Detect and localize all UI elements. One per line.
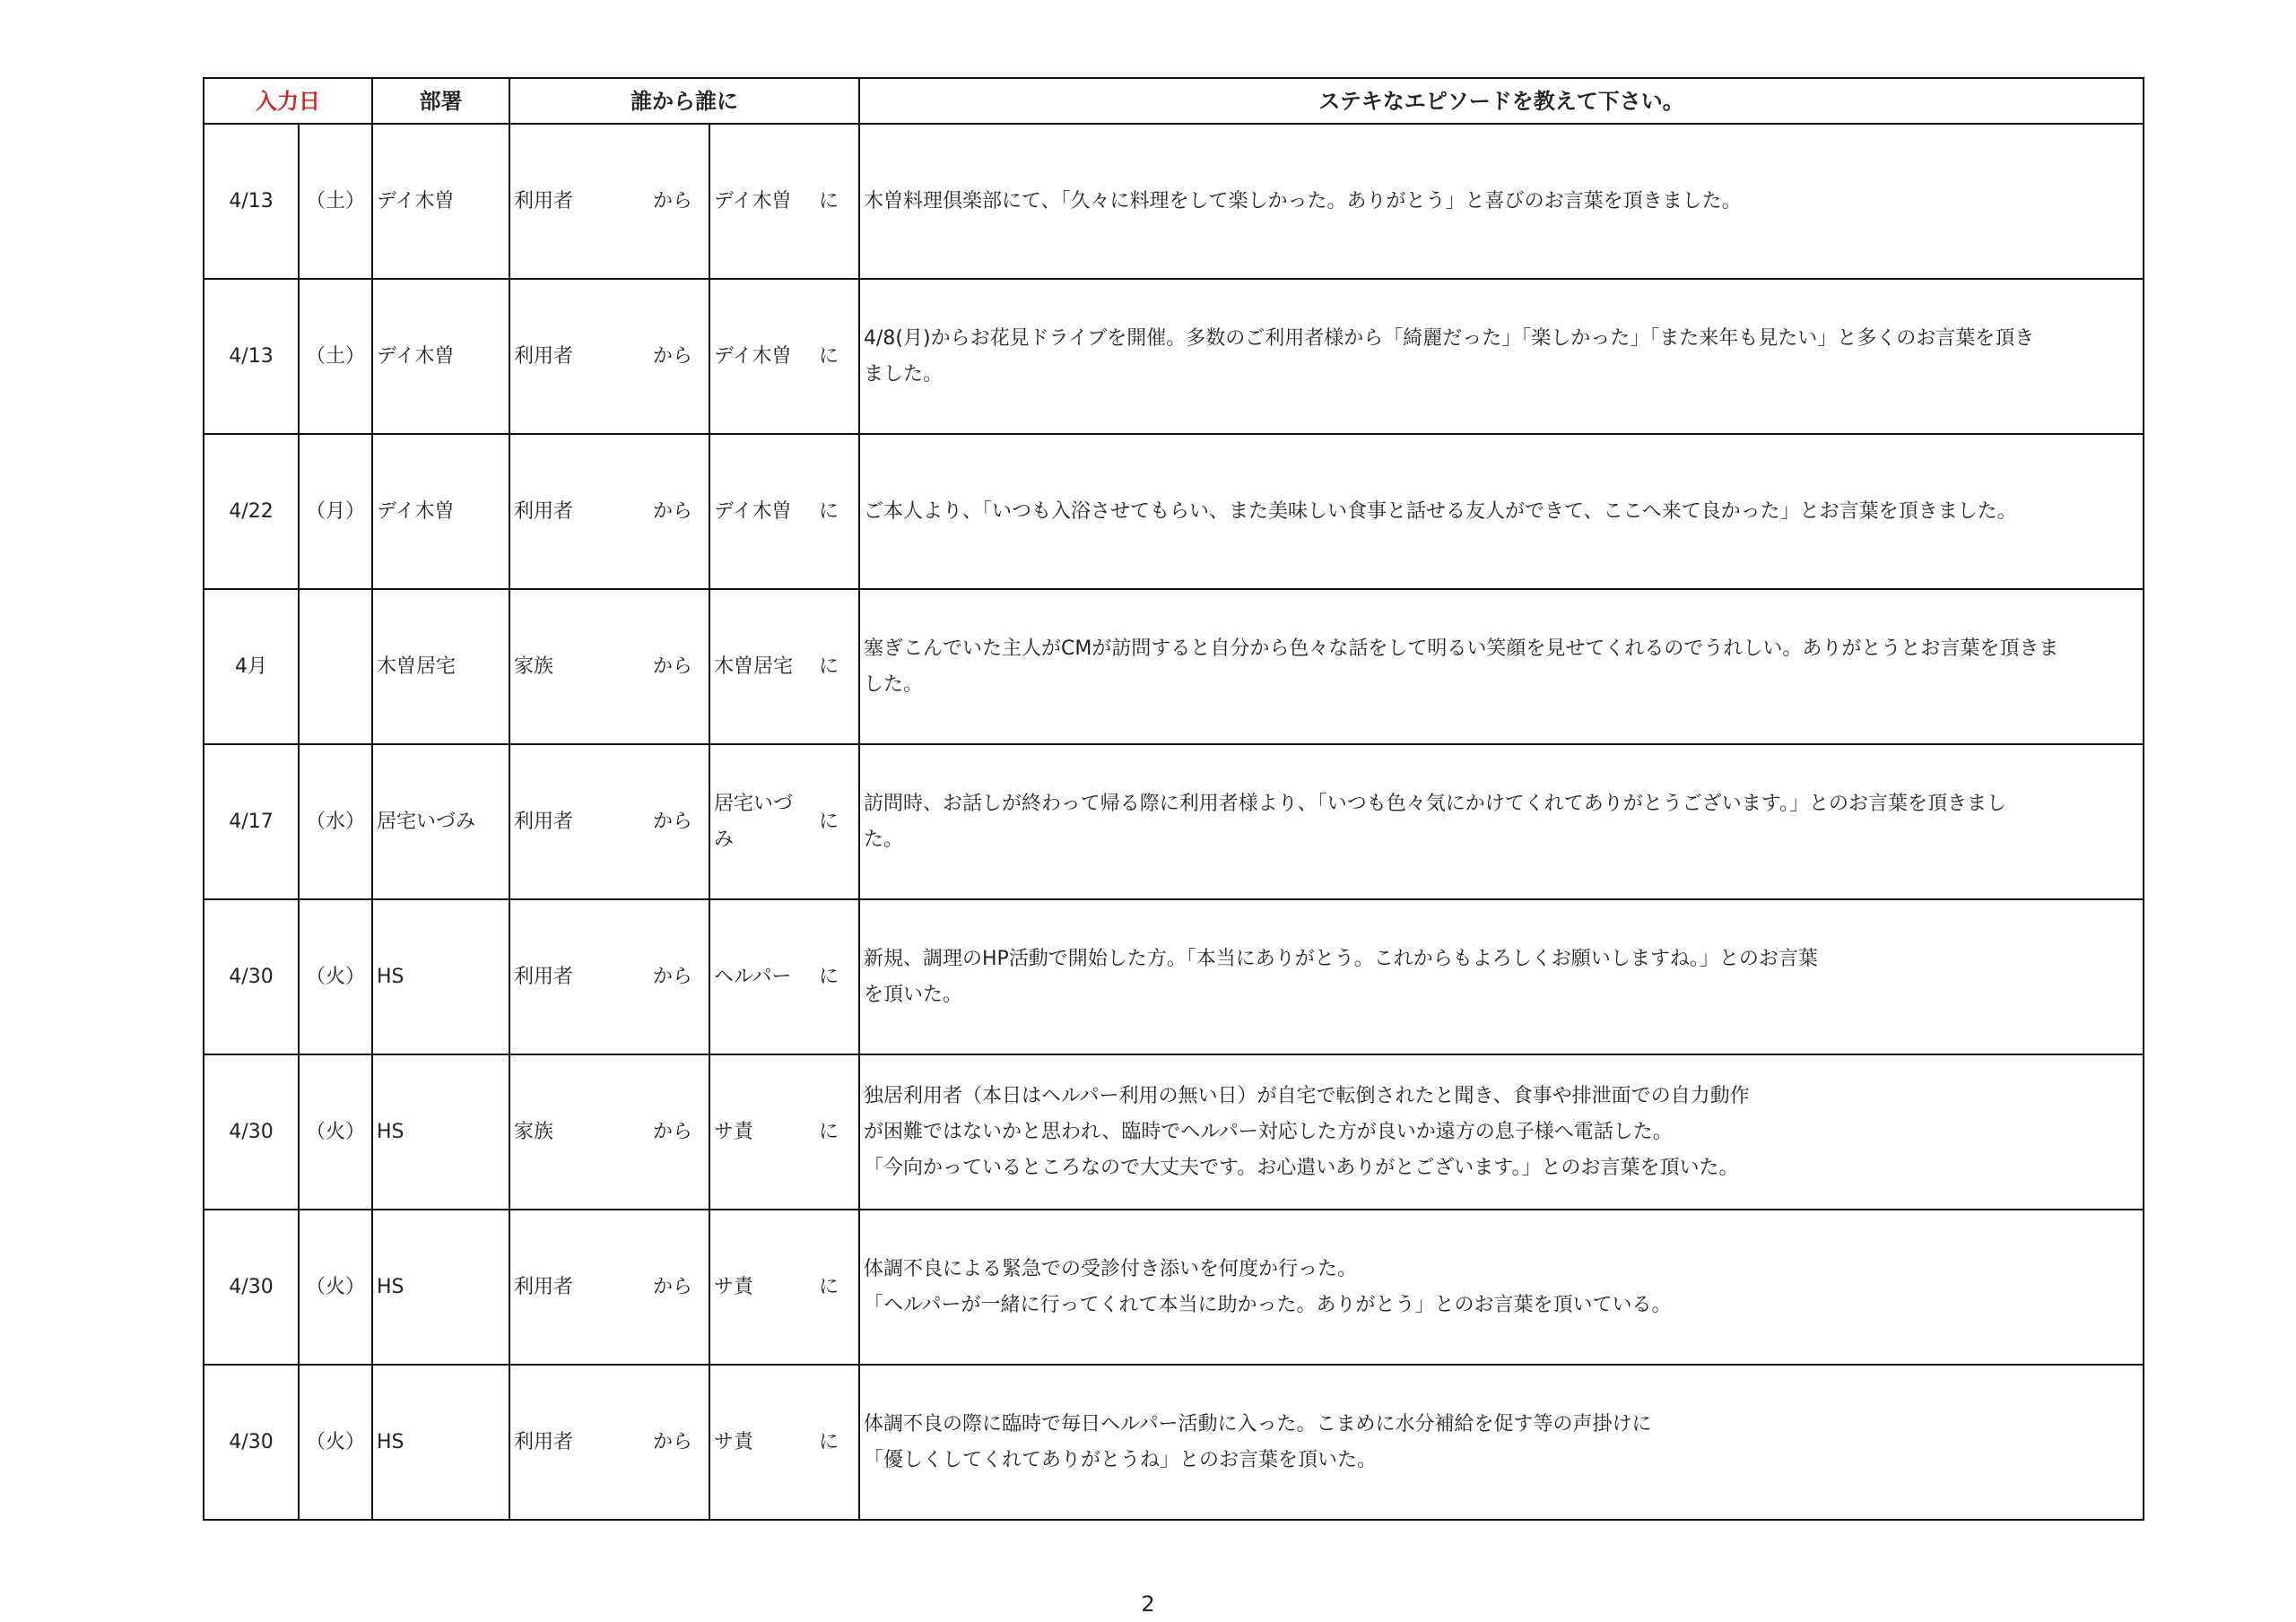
weekday-cell: （土） xyxy=(299,279,372,434)
date-cell: 4/13 xyxy=(204,124,299,279)
from-name: 利用者 xyxy=(514,499,574,523)
from-particle: から xyxy=(652,189,692,213)
from-particle: から xyxy=(652,1120,692,1143)
header-episode: ステキなエピソードを教えて下さい。 xyxy=(859,78,2144,124)
table-row xyxy=(204,899,2144,1054)
to-name: デイ木曽 xyxy=(714,344,792,368)
to-particle: に xyxy=(818,655,839,678)
to-cell xyxy=(709,744,859,899)
weekday-cell: （月） xyxy=(299,434,372,589)
from-name: 利用者 xyxy=(514,1275,574,1298)
dept-cell: 木曽居宅 xyxy=(372,589,509,744)
to-particle: に xyxy=(818,499,839,523)
episode-cell xyxy=(859,124,2144,279)
dept-cell: HS xyxy=(372,1210,509,1365)
table-row xyxy=(204,1210,2144,1365)
from-name: 家族 xyxy=(514,655,554,678)
page-number: 2 xyxy=(1141,1592,1155,1617)
from-cell xyxy=(509,434,709,589)
table-row xyxy=(204,1365,2144,1520)
from-cell xyxy=(509,744,709,899)
to-cell xyxy=(709,279,859,434)
to-name: 居宅いづみ xyxy=(714,792,794,851)
from-particle: から xyxy=(652,810,692,833)
to-name: 木曽居宅 xyxy=(714,655,794,678)
header-row xyxy=(204,78,2144,124)
episode-line: 「優しくしてくれてありがとうね」とのお言葉を頂いた。 xyxy=(864,1448,1378,1471)
episode-line: 体調不良による緊急での受診付き添いを何度か行った。 xyxy=(864,1257,1358,1280)
episode-line: 独居利用者（本日はヘルパー利用の無い日）が自宅で転倒されたと聞き、食事や排泄面での自力動作 xyxy=(864,1084,1750,1107)
to-particle: に xyxy=(818,1120,839,1143)
table-body xyxy=(204,78,2144,1520)
from-cell xyxy=(509,1054,709,1210)
weekday-cell: （土） xyxy=(299,124,372,279)
weekday-cell: （火） xyxy=(299,1210,372,1365)
episode-line: 新規、調理のHP活動で開始した方。「本当にありがとう。これからもよろしくお願いしますね。」とのお言葉 xyxy=(864,947,1818,970)
date-cell: 4/30 xyxy=(204,899,299,1054)
to-name: サ責 xyxy=(714,1120,754,1143)
weekday-cell xyxy=(299,589,372,744)
from-particle: から xyxy=(652,655,692,678)
from-particle: から xyxy=(652,344,692,368)
to-name: ヘルパー xyxy=(714,965,792,988)
to-particle: に xyxy=(818,1430,839,1453)
header-from-to: 誰から誰に xyxy=(509,78,859,124)
from-cell xyxy=(509,899,709,1054)
episode-line: を頂いた。 xyxy=(864,983,963,1006)
from-name: 利用者 xyxy=(514,1430,574,1453)
to-particle: に xyxy=(818,965,839,988)
episode-line: 体調不良の際に臨時で毎日ヘルパー活動に入った。こまめに水分補給を促す等の声掛けに xyxy=(864,1412,1652,1436)
episode-cell xyxy=(859,1054,2144,1210)
dept-cell: デイ木曽 xyxy=(372,434,509,589)
episode-cell xyxy=(859,744,2144,899)
to-cell xyxy=(709,589,859,744)
dept-cell: HS xyxy=(372,899,509,1054)
weekday-cell: （火） xyxy=(299,899,372,1054)
from-cell xyxy=(509,124,709,279)
from-name: 利用者 xyxy=(514,344,574,368)
to-particle: に xyxy=(818,810,839,833)
episode-cell xyxy=(859,434,2144,589)
episode-line: 「今向かっているところなので大丈夫です。お心遣いありがとございます。」とのお言葉を頂いた。 xyxy=(864,1156,1739,1179)
to-cell xyxy=(709,434,859,589)
to-particle: に xyxy=(818,344,839,368)
episode-line: が困難ではないかと思われ、臨時でヘルパー対応した方が良いか遠方の息子様へ電話した。 xyxy=(864,1120,1673,1143)
episode-cell xyxy=(859,279,2144,434)
header-dept: 部署 xyxy=(372,78,509,124)
to-name: サ責 xyxy=(714,1275,754,1298)
table-row xyxy=(204,279,2144,434)
episode-line: ご本人より、「いつも入浴させてもらい、また美味しい食事と話せる友人ができて、ここへ来て良かった」とお言葉を頂きました。 xyxy=(864,499,2017,523)
table-row xyxy=(204,744,2144,899)
episode-cell xyxy=(859,899,2144,1054)
from-cell xyxy=(509,589,709,744)
from-cell xyxy=(509,1365,709,1520)
date-cell: 4/22 xyxy=(204,434,299,589)
episode-line: 「ヘルパーが一緒に行ってくれて本当に助かった。ありがとう」とのお言葉を頂いている。 xyxy=(864,1293,1672,1316)
from-cell xyxy=(509,279,709,434)
episode-line: 塞ぎこんでいた主人がCMが訪問すると自分から色々な話をして明るい笑顔を見せてくれるのでうれしい。ありがとうとお言葉を頂きま xyxy=(864,637,2059,660)
from-particle: から xyxy=(652,965,692,988)
to-cell xyxy=(709,1210,859,1365)
table-row xyxy=(204,124,2144,279)
to-particle: に xyxy=(818,1275,839,1298)
from-cell xyxy=(509,1210,709,1365)
from-particle: から xyxy=(652,1430,692,1453)
from-name: 利用者 xyxy=(514,965,574,988)
to-cell xyxy=(709,124,859,279)
episode-line: 4/8(月)からお花見ドライブを開催。多数のご利用者様から「綺麗だった」「楽しかった」「また来年も見たい」と多くのお言葉を頂き xyxy=(864,326,2035,350)
dept-cell: 居宅いづみ xyxy=(372,744,509,899)
date-cell: 4/13 xyxy=(204,279,299,434)
date-cell: 4月 xyxy=(204,589,299,744)
table-row xyxy=(204,434,2144,589)
to-cell xyxy=(709,1054,859,1210)
date-cell: 4/30 xyxy=(204,1054,299,1210)
table-row xyxy=(204,589,2144,744)
to-particle: に xyxy=(818,189,839,213)
dept-cell: HS xyxy=(372,1054,509,1210)
date-cell: 4/30 xyxy=(204,1210,299,1365)
date-cell: 4/30 xyxy=(204,1365,299,1520)
from-particle: から xyxy=(652,1275,692,1298)
header-date: 入力日 xyxy=(204,78,372,124)
to-cell xyxy=(709,1365,859,1520)
episode-table xyxy=(203,77,2144,1521)
table-row xyxy=(204,1054,2144,1210)
to-cell xyxy=(709,899,859,1054)
from-particle: から xyxy=(652,499,692,523)
to-name: デイ木曽 xyxy=(714,189,792,213)
to-name: サ責 xyxy=(714,1430,754,1453)
weekday-cell: （火） xyxy=(299,1365,372,1520)
from-name: 利用者 xyxy=(514,810,574,833)
dept-cell: デイ木曽 xyxy=(372,124,509,279)
from-name: 利用者 xyxy=(514,189,574,213)
from-name: 家族 xyxy=(514,1120,554,1143)
episode-line: 訪問時、お話しが終わって帰る際に利用者様より、「いつも色々気にかけてくれてありがとうございます。」とのお言葉を頂きまし xyxy=(864,792,2007,815)
episode-line: ました。 xyxy=(864,362,944,386)
weekday-cell: （火） xyxy=(299,1054,372,1210)
episode-line: 木曽料理倶楽部にて、「久々に料理をして楽しかった。ありがとう」と喜びのお言葉を頂きました。 xyxy=(864,189,1742,213)
to-name: デイ木曽 xyxy=(714,499,792,523)
episode-cell xyxy=(859,1365,2144,1520)
date-cell: 4/17 xyxy=(204,744,299,899)
episode-line: した。 xyxy=(864,672,924,696)
dept-cell: HS xyxy=(372,1365,509,1520)
episode-cell xyxy=(859,589,2144,744)
episode-cell xyxy=(859,1210,2144,1365)
episode-line: た。 xyxy=(864,828,904,851)
weekday-cell: （水） xyxy=(299,744,372,899)
dept-cell: デイ木曽 xyxy=(372,279,509,434)
